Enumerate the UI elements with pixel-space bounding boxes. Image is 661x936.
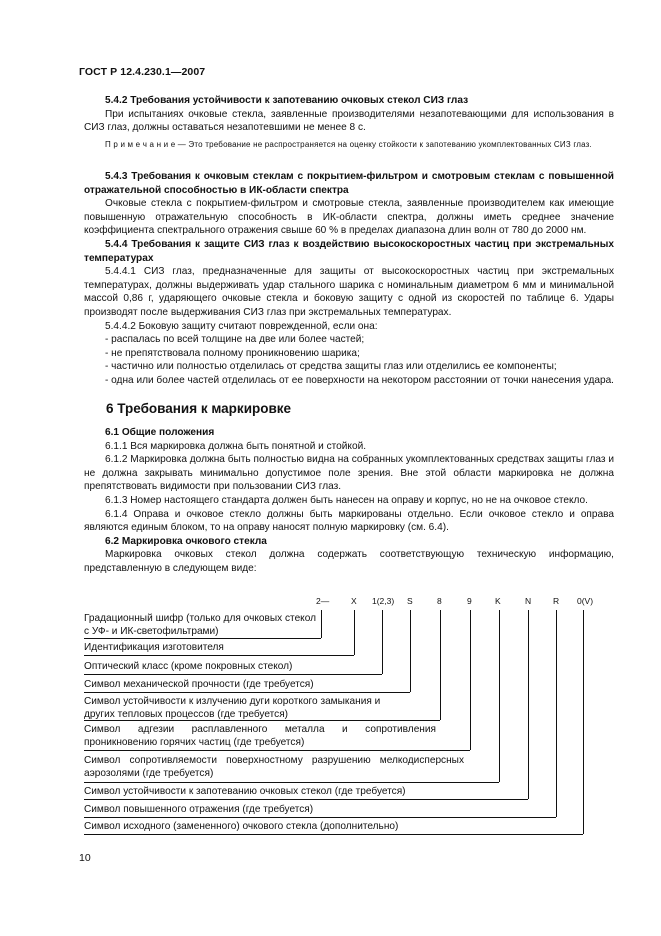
leader-line	[556, 610, 557, 817]
diagram-label: Идентификация изготовителя	[84, 642, 224, 653]
section-5-4-4-title: 5.4.4 Требования к защите СИЗ глаз к воздействию высокоскоростных частиц при экстремальных температурах	[84, 238, 614, 264]
leader-line	[321, 610, 322, 638]
section-6-1	[84, 426, 614, 576]
section-5-4-2-text: При испытаниях очковые стекла, заявленные производителями незапотевающими для использования в СИЗ глаз, должны оставаться незапотевшими не менее 8 с.	[84, 108, 614, 134]
section-5-4-4-2-text: 5.4.4.2 Боковую защиту считают поврежденной, если она:	[105, 320, 378, 332]
section-5-4-3-title: 5.4.3 Требования к очковым стеклам с покрытием-фильтром и смотровым стеклам с повышенной отражательной способностью в ИК-области спектра	[84, 171, 614, 196]
section-5-4-4-1-text: 5.4.4.1 СИЗ глаз, предназначенные для защиты от высокоскоростных частиц при экстремальных температурах, должны выдерживать удар стального шарика с номинальным диаметром 6 мм и минимальной массой 0,86 г, ударяющего очковые стекла и боковую защиту с одной из скоростей по таблице 6. Удары производят после выдерживания СИЗ глаз при экстремальных температурах.	[84, 266, 614, 318]
list-item: - распалась по всей толщине на две или более частей;	[105, 334, 365, 346]
leader-line	[84, 674, 382, 675]
leader-line	[354, 610, 355, 655]
marking-code: K	[495, 596, 501, 606]
marking-code: N	[525, 596, 532, 606]
leader-line	[84, 817, 556, 818]
diagram-label: Символ устойчивости к запотеванию очковых стекол (где требуется)	[84, 786, 406, 797]
section-5-4-2-title: 5.4.2 Требования устойчивости к запотеванию очковых стекол СИЗ глаз	[105, 95, 469, 106]
diagram-label: Символ механической прочности (где требуется)	[84, 679, 314, 690]
section-6-2-text: Маркировка очковых стекол должна содержать соответствующую техническую информацию, представленную в следующем виде:	[84, 549, 614, 574]
leader-line	[84, 692, 410, 693]
leader-line	[84, 750, 470, 751]
page-number: 10	[79, 852, 91, 864]
section-6-1-2: 6.1.2 Маркировка должна быть полностью видна на собранных укомплектованных средствах защиты глаз и не должна закрывать минимально допустимое поле зрения. Вне этой области маркировка не должна препятствовать видимости при пользовании СИЗ глаз.	[84, 454, 614, 493]
list-item: - не препятствовала полному проникновению шарика;	[105, 347, 360, 359]
diagram-label: Оптический класс (кроме покровных стекол)	[84, 661, 293, 672]
leader-line	[84, 799, 528, 800]
diagram-label: Символ сопротивляемости поверхностному разрушению мелкодисперсных аэрозолями (где требуется)	[84, 755, 464, 780]
section-6-1-4: 6.1.4 Оправа и очковое стекло должны быть маркированы отдельно. Если очковое стекло и оправа являются единым блоком, то на оправу наносят полную маркировку (см. 6.4).	[84, 508, 614, 534]
section-6-title: 6 Требования к маркировке	[106, 401, 292, 416]
section-5-4-2	[84, 94, 614, 151]
section-5-4-3	[84, 170, 614, 388]
diagram-label: Символ устойчивости к излучению дуги короткого замыкания и других тепловых процессов (где требуется)	[84, 696, 381, 721]
leader-line	[583, 610, 584, 834]
marking-code: 8	[437, 596, 442, 606]
marking-code: R	[553, 596, 560, 606]
section-5-4-3-text: Очковые стекла с покрытием-фильтром и смотровые стекла, заявленные производителем как имеющие повышенную отражательную способность в ИК-области спектра, должны иметь среднее значение коэффициента спектрального отражения свыше 60 % в пределах диапазона длин волн от 780 до 2000 нм.	[84, 198, 614, 237]
section-6-2-title: 6.2 Маркировка очкового стекла	[105, 535, 267, 547]
diagram-label: Символ повышенного отражения (где требуется)	[84, 804, 314, 815]
list-item: - одна или более частей отделилась от ее поверхности на некотором расстоянии от точки нанесения удара.	[105, 374, 614, 386]
document-header: ГОСТ Р 12.4.230.1—2007	[79, 66, 206, 78]
diagram-label: Градационный шифр (только для очковых стекол с УФ- и ИК-светофильтрами)	[84, 613, 316, 638]
marking-code: 1(2,3)	[372, 596, 395, 606]
leader-line	[84, 782, 499, 783]
list-item: - частично или полностью отделилась от средства защиты глаз или отделились ее компоненты;	[105, 361, 557, 373]
leader-line	[440, 610, 441, 720]
leader-line	[528, 610, 529, 799]
marking-code: 2—	[316, 596, 330, 606]
leader-line	[470, 610, 471, 750]
marking-codes-row	[0, 596, 661, 610]
leader-line	[84, 834, 583, 835]
marking-code: 9	[467, 596, 472, 606]
marking-code: S	[407, 596, 413, 606]
diagram-label: Символ адгезии расплавленного металла и сопротивления проникновению горячих частиц (где требуется)	[84, 724, 436, 749]
leader-line	[84, 655, 354, 656]
section-6-1-title: 6.1 Общие положения	[105, 427, 215, 438]
section-6-1-1: 6.1.1 Вся маркировка должна быть понятной и стойкой.	[105, 440, 367, 452]
leader-line	[410, 610, 411, 692]
diagram-label: Символ исходного (замененного) очкового стекла (дополнительно)	[84, 821, 399, 832]
marking-code: X	[351, 596, 357, 606]
section-6-1-3: 6.1.3 Номер настоящего стандарта должен быть нанесен на оправу и корпус, но не на очковое стекло.	[105, 494, 588, 506]
leader-line	[499, 610, 500, 782]
leader-line	[382, 610, 383, 674]
section-5-4-2-note: П р и м е ч а н и е — Это требование не распространяется на оценку стойкости к запотеванию укомплектованных СИЗ глаз.	[105, 139, 592, 149]
marking-code: 0(V)	[577, 596, 594, 606]
